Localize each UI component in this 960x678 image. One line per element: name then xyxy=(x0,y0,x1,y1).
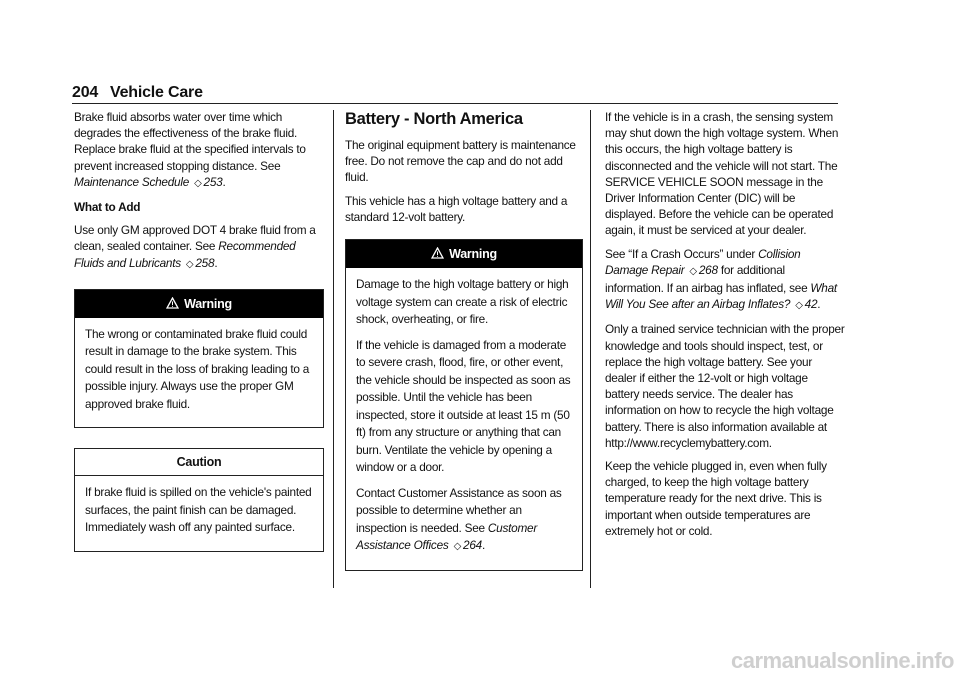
what-to-add-paragraph: Use only GM approved DOT 4 brake fluid from a clean, sealed container. See Recommended Fluids and Lubricants ◇ 258. xyxy=(74,222,324,273)
page-ref-icon: ◇ xyxy=(185,258,194,270)
column-3 xyxy=(605,109,845,546)
caution-header: Caution xyxy=(75,449,323,476)
warning-icon xyxy=(166,291,179,319)
warning-body: The wrong or contaminated brake fluid could result in damage to the brake system. This could result in the loss of braking leading to a possible injury. Always use the proper GM approved brake fluid. xyxy=(85,326,310,411)
warning-icon xyxy=(431,241,444,269)
page-ref-icon: ◇ xyxy=(689,265,697,277)
page-number: 204 xyxy=(72,84,99,101)
column-divider xyxy=(333,110,334,588)
page-ref-icon: ◇ xyxy=(795,300,803,312)
recommended-fluids-link[interactable]: Recommended Fluids and Lubricants xyxy=(74,239,296,270)
plugged-in-paragraph: Keep the vehicle plugged in, even when fully charged, to keep the high voltage battery temperature ready for the next drive. This is important when outside temperatures are extremely hot or cold. xyxy=(605,459,827,538)
battery-paragraph-1: The original equipment battery is maintenance free. Do not remove the cap and do not add fluid. xyxy=(345,138,576,185)
caution-box xyxy=(74,448,324,552)
battery-heading: Battery - North America xyxy=(345,110,523,128)
crash-reference-paragraph: See “If a Crash Occurs” under Collision Damage Repair ◇ 268 for additional information. If an airbag has inflated, see What Will You See after an Airbag Inflates? ◇ 42. xyxy=(605,246,845,315)
header-rule xyxy=(72,103,838,104)
warning-header: Warning xyxy=(346,240,582,268)
watermark: carmanualsonline.info xyxy=(731,648,954,673)
battery-paragraph-2: This vehicle has a high voltage battery and a standard 12-volt battery. xyxy=(345,193,568,224)
airbag-inflates-link[interactable]: What Will You See after an Airbag Inflates? xyxy=(605,281,837,312)
page-ref-icon: ◇ xyxy=(194,177,202,189)
battery-warning-box xyxy=(345,239,583,571)
page-ref-icon: ◇ xyxy=(453,541,462,553)
caution-body: If brake fluid is spilled on the vehicle's painted surfaces, the paint finish can be damaged. Immediately wash off any painted surface. xyxy=(85,485,312,535)
maintenance-schedule-link[interactable]: Maintenance Schedule xyxy=(74,174,190,189)
brake-fluid-paragraph: Brake fluid absorbs water over time which degrades the effectiveness of the brake fluid. Replace brake fluid at the specified intervals to prevent increased stopping distance. See Maintenance Schedule ◇ 253. xyxy=(74,109,324,192)
collision-damage-link[interactable]: Collision Damage Repair xyxy=(605,246,801,277)
column-divider xyxy=(590,110,591,588)
column-2 xyxy=(345,109,583,585)
warning-header: Warning xyxy=(75,290,323,318)
warning-box xyxy=(74,289,324,429)
what-to-add-heading: What to Add xyxy=(74,200,141,215)
customer-assistance-link[interactable]: Customer Assistance Offices xyxy=(356,520,538,553)
column-1 xyxy=(74,109,324,566)
crash-paragraph: If the vehicle is in a crash, the sensing system may shut down the high voltage system. When this occurs, the high voltage battery is disconnected and the vehicle will not start. The SERVICE VEHICLE SOON message in the Driver Information Center (DIC) will be displayed. Before the vehicle can be operated again, it must be serviced at your dealer. xyxy=(605,110,839,238)
warning-body: Damage to the high voltage battery or high voltage system can create a risk of electric shock, overheating, or fire. If the vehicle is damaged from a moderate to severe crash, flood, fire, or other event, the vehicle should be inspected as soon as possible. Until the vehicle has been inspected, store it outside at least 15 m (50 ft) from any structure or anything that can burn. Ventilate the vehicle by opening a window or a door. Contact Customer Assistance as soon as possible to determine whether an inspection is needed. See Customer Assistance Offices ◇ 264. xyxy=(346,268,582,570)
section-title: Vehicle Care xyxy=(110,84,203,101)
technician-paragraph: Only a trained service technician with the proper knowledge and tools should inspect, test, or replace the high voltage battery. See your dealer if either the 12-volt or high voltage battery needs service. The dealer has information on how to recycle the high voltage battery. There is also information available at http://www.recyclemybattery.com. xyxy=(605,322,845,450)
